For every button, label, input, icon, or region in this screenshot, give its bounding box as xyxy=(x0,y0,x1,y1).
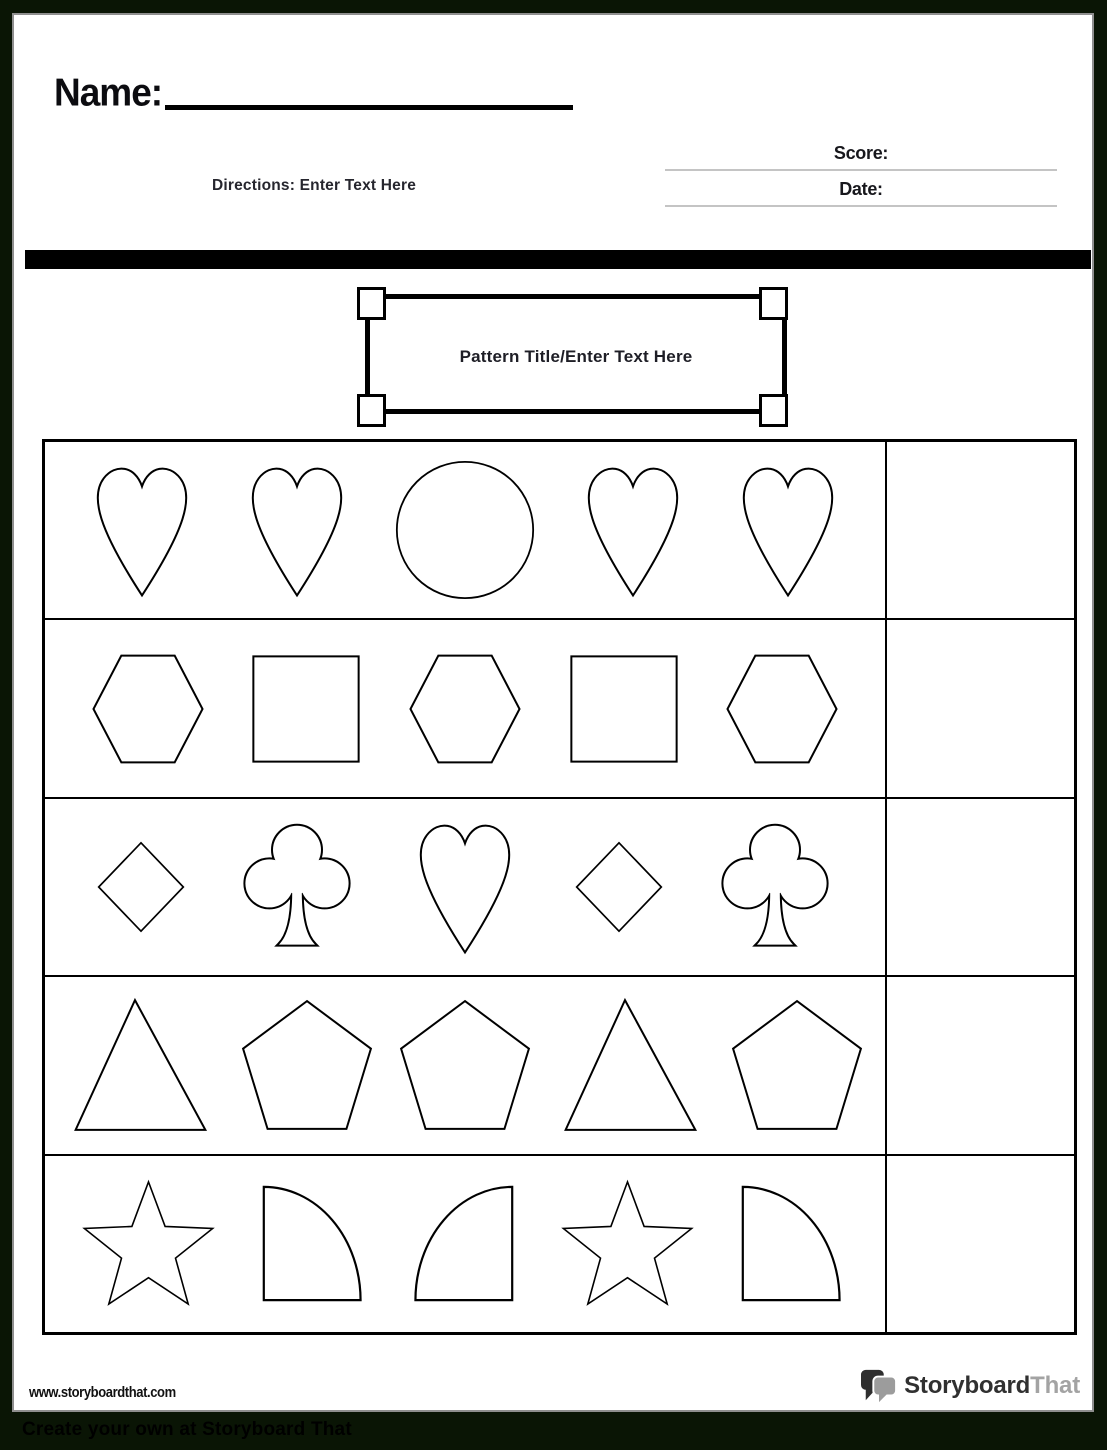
pattern-row xyxy=(45,797,1074,975)
corner-handle-top-left xyxy=(357,287,386,320)
circle-shape xyxy=(394,459,536,601)
logo-text xyxy=(904,1372,1080,1400)
corner-handle-bottom-right xyxy=(759,394,788,427)
pentagon-shape xyxy=(727,997,867,1133)
heart-shape xyxy=(730,458,846,603)
quarter-circle-outline-icon xyxy=(252,1184,370,1303)
square-outline-icon xyxy=(568,649,680,769)
star-outline-icon xyxy=(81,1173,216,1315)
logo-text-secondary: That xyxy=(1030,1372,1080,1399)
shape-sequence xyxy=(45,620,885,796)
corner-handle-bottom-left xyxy=(357,394,386,427)
pattern-title-text[interactable]: Pattern Title/Enter Text Here xyxy=(459,347,693,366)
pentagon-shape xyxy=(395,997,535,1133)
banner-text: Create your own at Storyboard That xyxy=(22,1419,352,1440)
star-shape xyxy=(560,1173,695,1315)
heart-outline-icon xyxy=(575,458,691,603)
diamond-shape xyxy=(573,804,665,970)
pattern-row xyxy=(45,975,1074,1153)
star-shape xyxy=(81,1173,216,1315)
diamond-outline-icon xyxy=(573,804,665,970)
answer-cell[interactable] xyxy=(885,442,1074,618)
shape-sequence xyxy=(45,799,885,975)
worksheet-page xyxy=(12,13,1094,1412)
shape-sequence xyxy=(45,442,885,618)
pattern-table xyxy=(42,439,1077,1335)
quarter-circle-mirrored-outline-icon xyxy=(406,1184,524,1303)
diamond-outline-icon xyxy=(95,804,187,970)
date-line[interactable] xyxy=(665,205,1057,207)
pentagon-outline-icon xyxy=(237,997,377,1133)
hexagon-outline-icon xyxy=(714,651,850,767)
corner-handle-top-right xyxy=(759,287,788,320)
hexagon-shape xyxy=(714,651,850,767)
name-line[interactable] xyxy=(165,105,573,110)
club-outline-icon xyxy=(715,821,835,953)
speech-bubbles-icon xyxy=(860,1368,898,1404)
hexagon-outline-icon xyxy=(80,651,216,767)
heart-shape xyxy=(84,458,200,603)
website-text: www.storyboardthat.com xyxy=(29,1384,176,1401)
square-shape xyxy=(250,649,362,769)
divider-bar xyxy=(25,250,1091,269)
square-outline-icon xyxy=(250,649,362,769)
heart-shape xyxy=(407,815,523,960)
answer-cell[interactable] xyxy=(885,620,1074,796)
quarter-circle-shape xyxy=(252,1184,370,1303)
score-line[interactable] xyxy=(665,169,1057,171)
hexagon-shape xyxy=(397,651,533,767)
square-shape xyxy=(568,649,680,769)
name-row xyxy=(54,71,573,115)
pattern-title-frame xyxy=(365,294,787,414)
answer-cell[interactable] xyxy=(885,1156,1074,1332)
pattern-row xyxy=(45,1154,1074,1332)
heart-shape xyxy=(575,458,691,603)
pattern-row xyxy=(45,442,1074,618)
circle-outline-icon xyxy=(394,459,536,601)
score-field xyxy=(665,143,1057,171)
triangle-outline-icon xyxy=(553,996,708,1134)
heart-outline-icon xyxy=(407,815,523,960)
triangle-shape xyxy=(553,996,708,1134)
triangle-shape xyxy=(63,996,218,1134)
diamond-shape xyxy=(95,804,187,970)
hexagon-shape xyxy=(80,651,216,767)
heart-outline-icon xyxy=(239,458,355,603)
quarter-circle-outline-icon xyxy=(731,1184,849,1303)
logo-text-primary: Storyboard xyxy=(904,1372,1031,1399)
date-field xyxy=(665,179,1057,207)
quarter-circle-mirrored-shape xyxy=(406,1184,524,1303)
heart-outline-icon xyxy=(84,458,200,603)
hexagon-outline-icon xyxy=(397,651,533,767)
answer-cell[interactable] xyxy=(885,799,1074,975)
date-label: Date: xyxy=(839,179,883,199)
directions-text[interactable]: Directions: Enter Text Here xyxy=(211,177,417,194)
pentagon-outline-icon xyxy=(395,997,535,1133)
pattern-row xyxy=(45,618,1074,796)
club-shape xyxy=(237,821,357,953)
answer-cell[interactable] xyxy=(885,977,1074,1153)
shape-sequence xyxy=(45,977,885,1153)
heart-shape xyxy=(239,458,355,603)
quarter-circle-shape xyxy=(731,1184,849,1303)
heart-outline-icon xyxy=(730,458,846,603)
score-label: Score: xyxy=(833,143,889,163)
triangle-outline-icon xyxy=(63,996,218,1134)
pentagon-shape xyxy=(237,997,377,1133)
pentagon-outline-icon xyxy=(727,997,867,1133)
storyboardthat-logo xyxy=(860,1368,1080,1404)
score-date-block xyxy=(665,143,1057,207)
star-outline-icon xyxy=(560,1173,695,1315)
club-shape xyxy=(715,821,835,953)
club-outline-icon xyxy=(237,821,357,953)
shape-sequence xyxy=(45,1156,885,1332)
name-label: Name: xyxy=(54,71,163,115)
